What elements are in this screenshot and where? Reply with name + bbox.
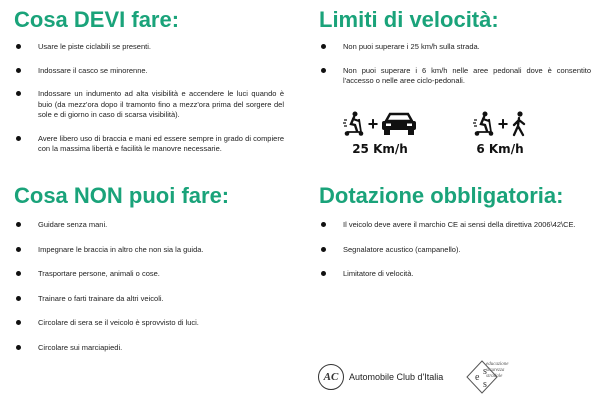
plus-sign: +: [497, 114, 509, 134]
bullet-icon: [16, 271, 21, 276]
bullet-icon: [321, 222, 326, 227]
bullet-icon: [16, 247, 21, 252]
bullet-icon: [16, 91, 21, 96]
list-item: Indossare un indumento ad alta visibilità e accendere le luci quando è buio (da mezz'ora dopo il tramonto fino a mezz'ora prima del sorgere del sole e di giorno in caso di scarsa visibilità).: [14, 89, 284, 121]
ess-text: educazione sicurezza stradale: [486, 362, 509, 379]
ess-letter: e: [475, 372, 480, 383]
list-item: Non puoi superare i 25 km/h sulla strada.: [319, 42, 591, 53]
scooter-rider-icon: [472, 111, 496, 137]
section-dotazione-obbligatoria: [319, 184, 591, 280]
aci-name: Automobile Club d'Italia: [349, 372, 444, 382]
ess-letter: s: [483, 379, 487, 390]
heading-cosa-devi-fare: Cosa DEVI fare:: [14, 7, 180, 32]
speed-pedestrian-block: [465, 110, 535, 156]
bullet-icon: [321, 68, 326, 73]
list-item: Il veicolo deve avere il marchio CE ai sensi della direttiva 2006\42\CE.: [319, 220, 591, 231]
aci-logo-icon: AC: [318, 364, 344, 390]
heading-limiti-di-velocita: Limiti di velocità:: [319, 7, 499, 32]
list-item: Trasportare persone, animali o cose.: [14, 269, 284, 280]
car-icon: [380, 111, 418, 137]
ess-letter: s: [483, 366, 487, 377]
speed-road-label: 25 Km/h: [352, 142, 408, 156]
bullet-icon: [16, 44, 21, 49]
list-item: Usare le piste ciclabili se presenti.: [14, 42, 284, 53]
list-item: Circolare sui marciapiedi.: [14, 343, 284, 354]
bullet-icon: [16, 296, 21, 301]
plus-sign: +: [367, 114, 379, 134]
list-item: Avere libero uso di braccia e mani ed essere sempre in grado di compiere con la massima libertà e facilità le manovre necessarie.: [14, 134, 284, 155]
list-item: Trainare o farti trainare da altri veicoli.: [14, 294, 284, 305]
speed-road-block: [335, 110, 425, 156]
list-item: Circolare di sera se il veicolo è sprovvisto di luci.: [14, 318, 284, 329]
ess-logo: [466, 360, 526, 394]
speed-pedestrian-label: 6 Km/h: [476, 142, 524, 156]
section-limiti-di-velocita: [319, 8, 591, 87]
list-cosa-devi-fare: [14, 42, 284, 155]
bullet-icon: [321, 44, 326, 49]
bullet-icon: [321, 271, 326, 276]
list-item: Limitatore di velocità.: [319, 269, 591, 280]
bullet-icon: [16, 136, 21, 141]
heading-dotazione-obbligatoria: Dotazione obbligatoria:: [319, 183, 564, 208]
list-item: Non puoi superare i 6 km/h nelle aree pedonali dove è consentito l'accesso o nelle aree ciclo-pedonali.: [319, 66, 591, 87]
list-item: Segnalatore acustico (campanello).: [319, 245, 591, 256]
section-cosa-non-puoi-fare: [14, 184, 284, 353]
bullet-icon: [321, 247, 326, 252]
list-item: Indossare il casco se minorenne.: [14, 66, 284, 77]
heading-cosa-non-puoi-fare: Cosa NON puoi fare:: [14, 183, 230, 208]
list-limiti-di-velocita: [319, 42, 591, 87]
list-cosa-non-puoi-fare: [14, 220, 284, 353]
bullet-icon: [16, 320, 21, 325]
bullet-icon: [16, 345, 21, 350]
aci-logo-group: [318, 364, 443, 390]
pedestrian-icon: [510, 111, 528, 137]
section-cosa-devi-fare: [14, 8, 284, 155]
scooter-rider-icon: [342, 111, 366, 137]
bullet-icon: [16, 222, 21, 227]
list-item: Guidare senza mani.: [14, 220, 284, 231]
list-dotazione-obbligatoria: [319, 220, 591, 280]
list-item: Impegnare le braccia in altro che non sia la guida.: [14, 245, 284, 256]
speed-limits-illustration: [335, 110, 595, 170]
bullet-icon: [16, 68, 21, 73]
